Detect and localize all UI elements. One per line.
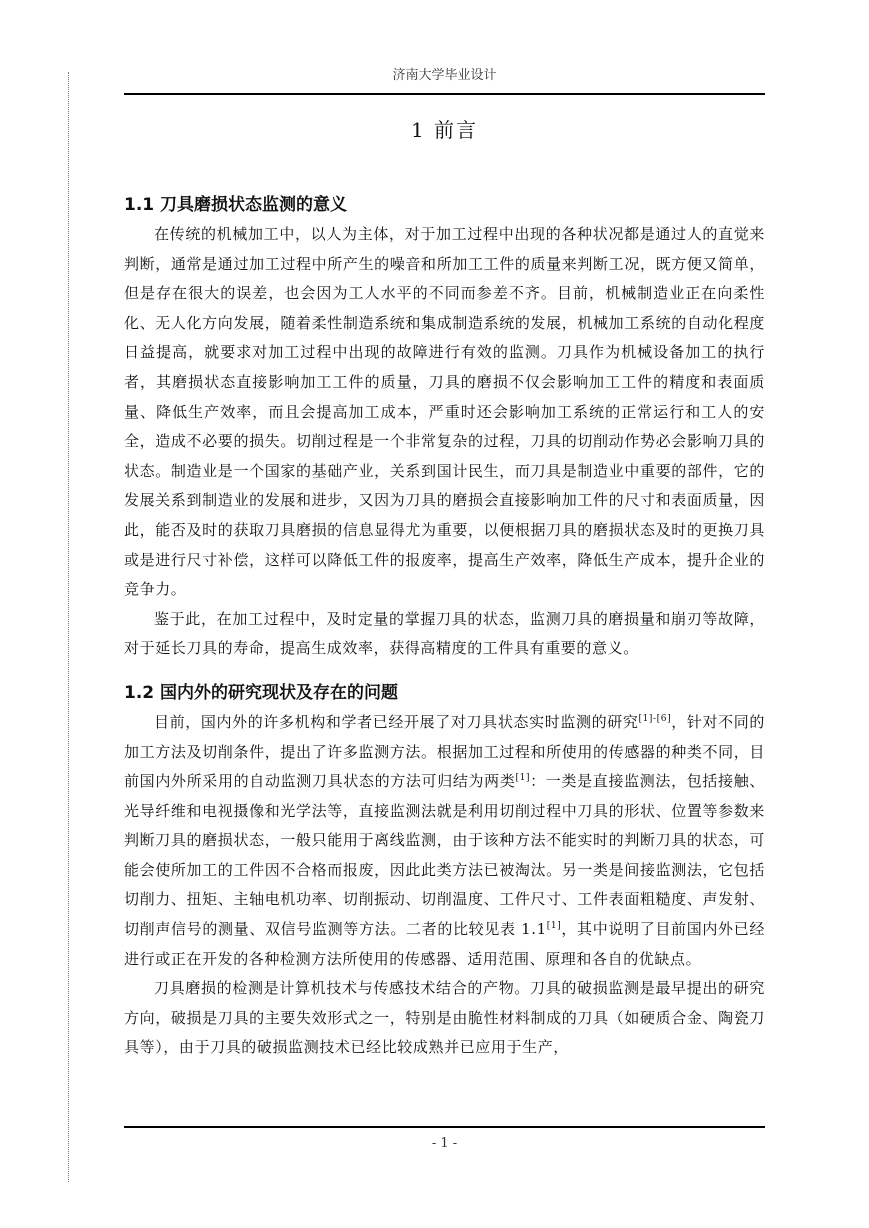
paragraph-1-1-a: 在传统的机械加工中，以人为主体，对于加工过程中出现的各种状况都是通过人的直觉来判断，通常是通过加工过程中所产生的噪音和所加工工件的质量来判断工况，既方便又简单，但是存在很大的误差，也会因为工人水平的不同而参差不齐。目前，机械制造业正在向柔性化、无人化方向发展，随着柔性制造系统和集成制造系统的发展，机械加工系统的自动化程度日益提高，就要求对加工过程中出现的故障进行有效的监测。刀具作为机械设备加工的执行者，其磨损状态直接影响加工工件的质量，刀具的磨损不仅会影响加工工件的精度和表面质量、降低生产效率，而且会提高加工成本，严重时还会影响加工系统的正常运行和工人的安全，造成不必要的损失。切削过程是一个非常复杂的过程，刀具的切削动作势必会影响刀具的状态。制造业是一个国家的基础产业，关系到国计民生，而刀具是制造业中重要的部件，它的发展关系到制造业的发展和进步，又因为刀具的磨损会直接影响加工件的尺寸和表面质量，因此，能否及时的获取刀具磨损的信息显得尤为重要，以便根据刀具的磨损状态及时的更换刀具或是进行尺寸补偿，这样可以降低工件的报废率，提高生产效率，降低生产成本，提升企业的竞争力。 <box>124 225 765 599</box>
paragraph-1-2-a <box>124 708 765 974</box>
binding-margin-line <box>68 72 69 1182</box>
section-heading-1-1: 1.1 刀具磨损状态监测的意义 <box>124 195 348 215</box>
header-rule <box>124 93 765 95</box>
paragraph-1-1-b: 鉴于此，在加工过程中，及时定量的掌握刀具的状态，监测刀具的磨损量和崩刃等故障，对于延长刀具的寿命，提高生成效率，获得高精度的工件具有重要的意义。 <box>124 609 765 658</box>
citation-superscript: [1]-[6] <box>638 713 672 724</box>
document-body <box>124 190 765 1063</box>
text-run: 目前，国内外的许多机构和学者已经开展了对刀具状态实时监测的研究 <box>154 712 639 731</box>
text-run: ，其中说明了目前国内外已经进行或正在开发的各种检测方法所使用的传感器、适用范围、原理和各自的优缺点。 <box>124 920 765 968</box>
text-run: ：一类是直接监测法，包括接触、光导纤维和电视摄像和光学法等，直接监测法就是利用切削过程中刀具的形状、位置等参数来判断刀具的磨损状态，一般只能用于离线监测，由于该种方法不能实时的判断刀具的状态，可能会使所加工的工件因不合格而报废，因此此类方法已被淘汰。另一类是间接监测法，它包括切削力、扭矩、主轴电机功率、切削振动、切削温度、工件尺寸、工件表面粗糙度、声发射、切削声信号的测量、双信号监测等方法。二者的比较见表 1.1 <box>124 772 765 939</box>
citation-superscript: [1] <box>546 921 562 932</box>
citation-superscript: [1] <box>515 773 531 784</box>
footer-rule <box>124 1126 765 1128</box>
page-number: - 1 - <box>431 1136 458 1151</box>
chapter-title: 1 前言 <box>410 118 479 142</box>
section-heading-1-2: 1.2 国内外的研究现状及存在的问题 <box>124 682 399 703</box>
text-run: ，针对不同的加工方法及切削条件，提出了许多监测方法。根据加工过程和所使用的传感器的种类不同，目前国内外所采用的自动监测刀具状态的方法可归结为两类 <box>124 712 765 791</box>
paragraph-1-2-b: 刀具磨损的检测是计算机技术与传感技术结合的产物。刀具的破损监测是最早提出的研究方向，破损是刀具的主要失效形式之一，特别是由脆性材料制成的刀具（如硬质合金、陶瓷刀具等），由于刀具的破损监测技术已经比较成熟并已应用于生产， <box>124 979 765 1057</box>
page-header: 济南大学毕业设计 <box>392 68 497 83</box>
